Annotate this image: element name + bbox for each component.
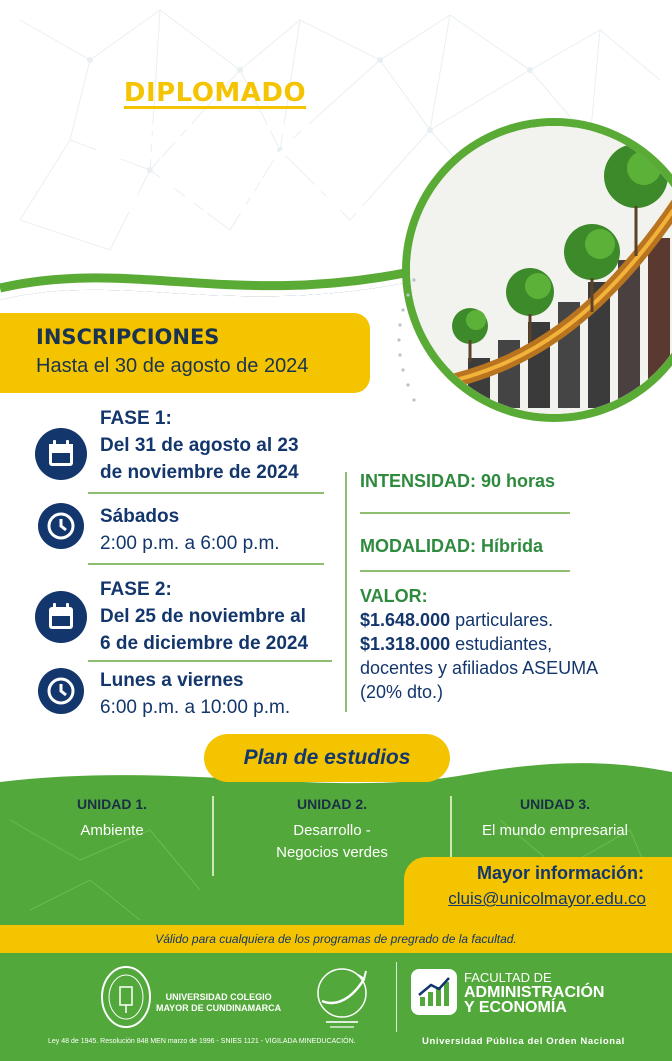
contact-box: [404, 857, 672, 927]
faculty-logo-icon: [411, 969, 457, 1015]
phase-1-hours: 2:00 p.m. a 6:00 p.m.: [100, 533, 280, 554]
divider: [360, 570, 570, 572]
divider: [360, 512, 570, 514]
phase-2-hours: 6:00 p.m. a 10:00 p.m.: [100, 697, 291, 718]
phase-1-dates-line-2: de noviembre de 2024: [100, 462, 299, 483]
dotted-arc-icon: [384, 270, 424, 430]
modality-label: MODALIDAD:: [360, 536, 476, 556]
intensity-label: INTENSIDAD:: [360, 471, 476, 491]
divider: [88, 660, 332, 662]
validity-note: Válido para cualquiera de los programas de pregrado de la facultad.: [0, 925, 672, 953]
phase-1-dates-line-1: Del 31 de agosto al 23: [100, 435, 299, 456]
phase-1-label: FASE 1:: [100, 408, 172, 429]
calendar-icon: [35, 591, 87, 643]
unit-2-name-line-2: Negocios verdes: [276, 844, 388, 861]
unit-separator: [212, 796, 214, 876]
program-type: DIPLOMADO: [123, 78, 307, 108]
unit-2-name: [222, 820, 442, 864]
study-plan-title: Plan de estudios: [204, 734, 450, 782]
phase-2-dates-line-2: 6 de diciembre de 2024: [100, 633, 309, 654]
price-private: $1.648.000: [360, 610, 451, 630]
intensity-value: 90 horas: [481, 471, 556, 491]
price-students: $1.318.000: [360, 634, 451, 654]
unit-2-name-line-1: Desarrollo -: [293, 822, 371, 839]
intensity: [360, 469, 555, 493]
university-name-line-2: MAYOR DE CUNDINAMARCA: [156, 1003, 282, 1013]
university-seal-icon: [100, 965, 152, 1029]
modality: [360, 534, 543, 558]
contact-email-link[interactable]: cluis@unicolmayor.edu.co: [448, 889, 646, 908]
modality-value: Híbrida: [481, 536, 544, 556]
unit-2: [222, 796, 442, 864]
unit-1-name: Ambiente: [80, 822, 144, 839]
clock-icon: [38, 668, 84, 714]
title-block: [0, 78, 430, 224]
legal-notice: Ley 48 de 1945. Resolución 848 MEN marzo de 1996 - SNIES 1121 - VIGILADA MINEDUCACIÓN.: [48, 1038, 356, 1045]
price-students-note-2: docentes y afiliados ASEUMA: [360, 658, 599, 678]
university-name-line-1: UNIVERSIDAD COLEGIO: [165, 992, 272, 1002]
faculty-line-1: FACULTAD DE: [464, 970, 552, 985]
faculty-name: [464, 970, 604, 1015]
faculty-line-2: ADMINISTRACIÓN: [464, 984, 605, 1001]
divider: [88, 492, 324, 494]
unit-1-label: UNIDAD 1.: [76, 796, 147, 812]
phase-1-block: [100, 405, 299, 486]
unit-3: [445, 796, 665, 842]
title-line-1: GESTIÓN: [92, 115, 338, 171]
unit-2-label: UNIDAD 2.: [296, 796, 367, 812]
phase-1-days: Sábados: [100, 506, 180, 527]
high-quality-accreditation-icon: [308, 963, 376, 1031]
university-name: [156, 992, 281, 1014]
unit-3-label: UNIDAD 3.: [519, 796, 590, 812]
phase-2-dates-line-1: Del 25 de noviembre al: [100, 606, 306, 627]
public-university-note: Universidad Pública del Orden Nacional: [422, 1036, 625, 1047]
registration-banner: [0, 313, 370, 393]
phase-2-days: Lunes a viernes: [100, 670, 244, 691]
contact-heading: Mayor información:: [476, 863, 644, 883]
divider: [88, 563, 324, 565]
pricing: [360, 584, 598, 704]
faculty-line-3: Y ECONOMÍA: [464, 999, 567, 1016]
program-title: [0, 116, 430, 224]
unit-3-name: El mundo empresarial: [482, 822, 628, 839]
registration-deadline: Hasta el 30 de agosto de 2024: [36, 355, 309, 377]
phase-1-schedule: [100, 503, 280, 557]
discount: (20% dto.): [360, 682, 444, 702]
column-separator: [345, 472, 347, 712]
clock-icon: [38, 503, 84, 549]
unit-1: [2, 796, 222, 842]
phase-2-schedule: [100, 667, 290, 721]
price-private-note: particulares.: [455, 610, 554, 630]
price-students-note: estudiantes,: [455, 634, 553, 654]
phase-2-label: FASE 2:: [100, 579, 172, 600]
phase-2-block: [100, 576, 308, 657]
registration-heading: INSCRIPCIONES: [36, 325, 220, 349]
value-label: VALOR:: [360, 586, 428, 606]
footer-divider: [396, 962, 397, 1032]
title-line-2: AMBIENTAL: [55, 169, 375, 225]
calendar-icon: [35, 428, 87, 480]
